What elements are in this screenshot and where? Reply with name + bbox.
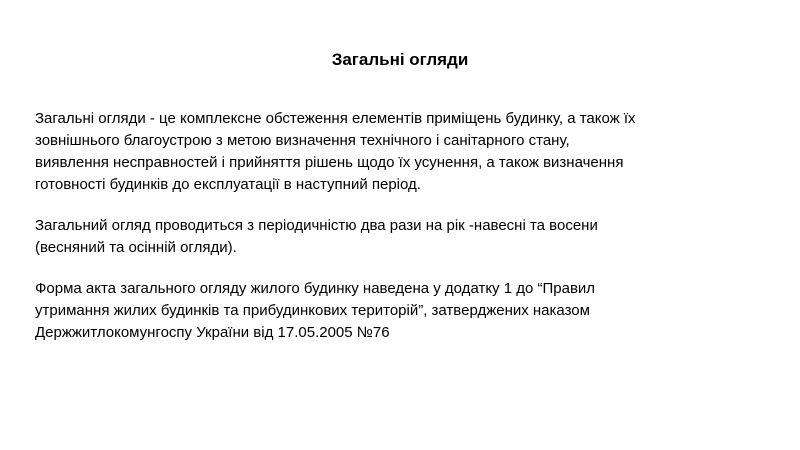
paragraph-frequency: [35, 215, 775, 259]
text-line: (весняний та осінній огляди).: [35, 239, 237, 256]
text-line: зовнішнього благоустрою з метою визначення технічного і санітарного стану,: [35, 132, 570, 149]
text-line: Держжитлокомунгоспу України від 17.05.2005 №76: [35, 324, 390, 341]
text-line: Загальні огляди - це комплексне обстеження елементів приміщень будинку, а також їх: [35, 110, 636, 127]
slide-title: Загальні огляди: [331, 50, 469, 69]
text-line: виявлення несправностей і прийняття рішень щодо їх усунення, а також визначення: [35, 154, 624, 171]
paragraph-form-reference: [35, 278, 775, 344]
paragraph-definition: [35, 108, 775, 196]
text-line: готовності будинків до експлуатації в наступний період.: [35, 176, 421, 193]
slide-body: [35, 108, 775, 363]
text-line: утримання жилих будинків та прибудинкових територій”, затверджених наказом: [35, 302, 590, 319]
text-line: Загальний огляд проводиться з періодичністю два рази на рік -навесні та восени: [35, 217, 598, 234]
text-line: Форма акта загального огляду жилого будинку наведена у додатку 1 до “Правил: [35, 280, 596, 297]
